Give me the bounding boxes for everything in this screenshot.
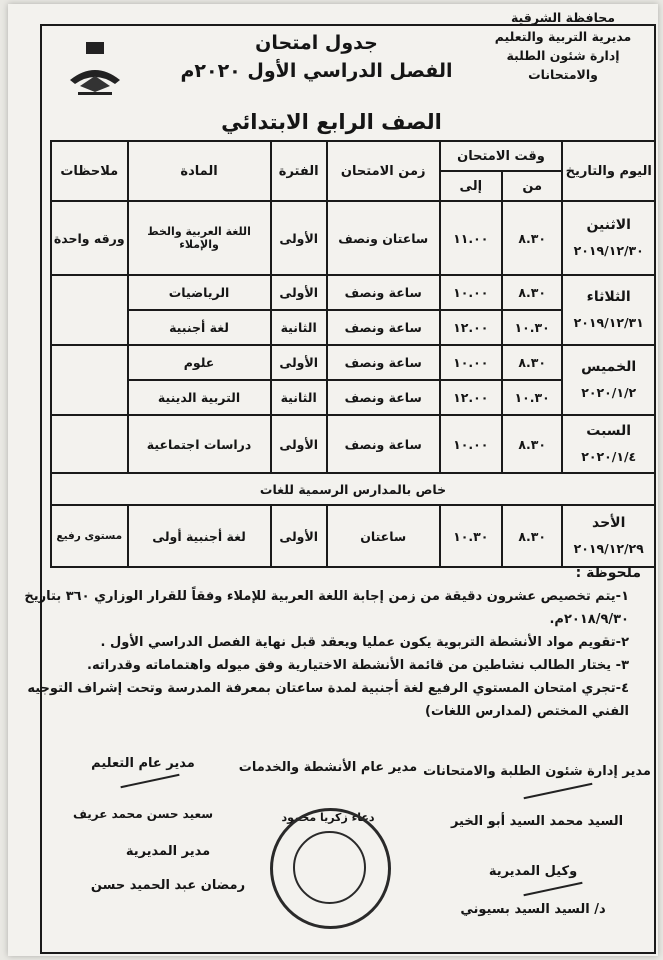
period-cell: الثانية (271, 310, 327, 345)
org-line-governorate: محافظة الشرقية (510, 10, 616, 25)
signature-title: وكيل المديرية (488, 864, 578, 879)
note-item: ٤-تجري امتحان المستوي الرفيع لغة أجنبية لمدة ساعتان بمعرفة المدرسة وتحت إشراف التوجيه الفني المختص (لمدارس اللغات) (27, 681, 629, 719)
subject-cell: لغة أجنبية أولى (128, 505, 271, 567)
signature-education (58, 752, 228, 826)
period-cell: الأولى (271, 345, 327, 380)
period-cell: الأولى (271, 201, 327, 275)
title-block (170, 30, 463, 86)
duration-cell: ساعة ونصف (327, 275, 440, 310)
from-cell: ١٠.٣٠ (502, 310, 562, 345)
signature-title: مدير إدارة شئون الطلبة والامتحانات (423, 764, 651, 779)
from-cell: ٨.٣٠ (502, 201, 562, 275)
duration-cell: ساعة ونصف (327, 310, 440, 345)
period-cell: الأولى (271, 415, 327, 473)
signature-name: دعاء زكريا محمود (281, 811, 375, 824)
grade-title: الصف الرابع الابتدائي (221, 110, 442, 134)
duration-cell: ساعتان (327, 505, 440, 567)
notes-section (22, 562, 641, 723)
note-cell: مستوى رفيع (51, 505, 128, 567)
org-line-directorate: مديرية التربية والتعليم (494, 29, 632, 44)
languages-section-heading-row (51, 473, 655, 505)
table-row (51, 345, 655, 380)
note-cell (51, 345, 128, 415)
to-cell: ١٠.٣٠ (440, 505, 502, 567)
term-title: الفصل الدراسي الأول ٢٠٢٠م (180, 60, 453, 82)
header-day-date: اليوم والتاريخ (562, 141, 655, 201)
header-from: من (502, 171, 562, 201)
document-title: جدول امتحان (255, 32, 378, 54)
from-cell: ٨.٣٠ (502, 275, 562, 310)
duration-cell: ساعة ونصف (327, 380, 440, 415)
to-cell: ١٢.٠٠ (440, 310, 502, 345)
to-cell: ١٢.٠٠ (440, 380, 502, 415)
to-cell: ١٠.٠٠ (440, 345, 502, 380)
header-exam-time: وقت الامتحان (440, 141, 563, 171)
signature-name: رمضان عبد الحميد حسن (90, 878, 246, 893)
day-date-cell: الأحد ٢٠١٩/١٢/٢٩ (562, 505, 655, 567)
from-cell: ٨.٣٠ (502, 345, 562, 380)
note-item: ١-يتم تخصيص عشرون دقيقة من زمن إجابة اللغة العربية للإملاء وفقاً للقرار الوزاري ٣٦٠ بتاريخ ٢٠١٨/٩/٣٠م. (24, 589, 629, 627)
to-cell: ١٠.٠٠ (440, 275, 502, 310)
exam-schedule-table (50, 140, 656, 568)
to-cell: ١٠.٠٠ (440, 415, 502, 473)
signature-name: سعيد حسن محمد عريف (72, 807, 214, 821)
day-date-cell: الخميس ٢٠٢٠/١/٢ (562, 345, 655, 415)
organization-header (483, 8, 643, 84)
header-notes: ملاحظات (51, 141, 128, 201)
table-row (51, 275, 655, 310)
period-cell: الأولى (271, 275, 327, 310)
header-duration: زمن الامتحان (327, 141, 440, 201)
signature-title: مدير عام الأنشطة والخدمات (238, 760, 418, 775)
ministry-emblem-icon (60, 40, 130, 100)
signature-title: مدير عام التعليم (91, 756, 195, 771)
from-cell: ١٠.٣٠ (502, 380, 562, 415)
table-row (51, 201, 655, 275)
header-to: إلى (440, 171, 502, 201)
duration-cell: ساعة ونصف (327, 415, 440, 473)
duration-cell: ساعتان ونصف (327, 201, 440, 275)
from-cell: ٨.٣٠ (502, 415, 562, 473)
table-row (51, 415, 655, 473)
note-cell: ورقه واحدة (51, 201, 128, 275)
signature-name: د/ السيد السيد بسيوني (460, 902, 606, 917)
languages-section-heading: خاص بالمدارس الرسمية للغات (51, 473, 655, 505)
official-stamp (270, 808, 391, 929)
day-date-cell: السبت ٢٠٢٠/١/٤ (562, 415, 655, 473)
table-row (51, 505, 655, 567)
notes-label: ملحوظة : (575, 565, 641, 581)
signature-directorate (78, 840, 258, 898)
subject-cell: دراسات اجتماعية (128, 415, 271, 473)
note-item: ٣- يختار الطالب نشاطين من قائمة الأنشطة الاختيارية وفق ميوله واهتماماته وقدراته. (87, 658, 629, 673)
subject-cell: علوم (128, 345, 271, 380)
signature-title: مدير المديرية (125, 844, 211, 859)
subject-cell: التربية الدينية (128, 380, 271, 415)
duration-cell: ساعة ونصف (327, 345, 440, 380)
signature-deputy (433, 860, 633, 922)
to-cell: ١١.٠٠ (440, 201, 502, 275)
org-line-department: إدارة شئون الطلبة والامتحانات (506, 48, 620, 82)
day-date-cell: الثلاثاء ٢٠١٩/١٢/٣١ (562, 275, 655, 345)
header-period: الفترة (271, 141, 327, 201)
from-cell: ٨.٣٠ (502, 505, 562, 567)
signature-name: السيد محمد السيد أبو الخير (450, 814, 624, 829)
subject-cell: اللغة العربية والخط والإملاء (128, 201, 271, 275)
header-subject: المادة (128, 141, 271, 201)
note-cell (51, 275, 128, 345)
subject-cell: لغة أجنبية (128, 310, 271, 345)
period-cell: الثانية (271, 380, 327, 415)
note-cell (51, 415, 128, 473)
day-date-cell: الاثنين ٢٠١٩/١٢/٣٠ (562, 201, 655, 275)
signature-students-affairs (417, 760, 657, 834)
subject-cell: الرياضيات (128, 275, 271, 310)
note-item: ٢-تقويم مواد الأنشطة التربوية يكون عمليا ويعقد قبل نهاية الفصل الدراسي الأول . (100, 635, 629, 650)
period-cell: الأولى (271, 505, 327, 567)
